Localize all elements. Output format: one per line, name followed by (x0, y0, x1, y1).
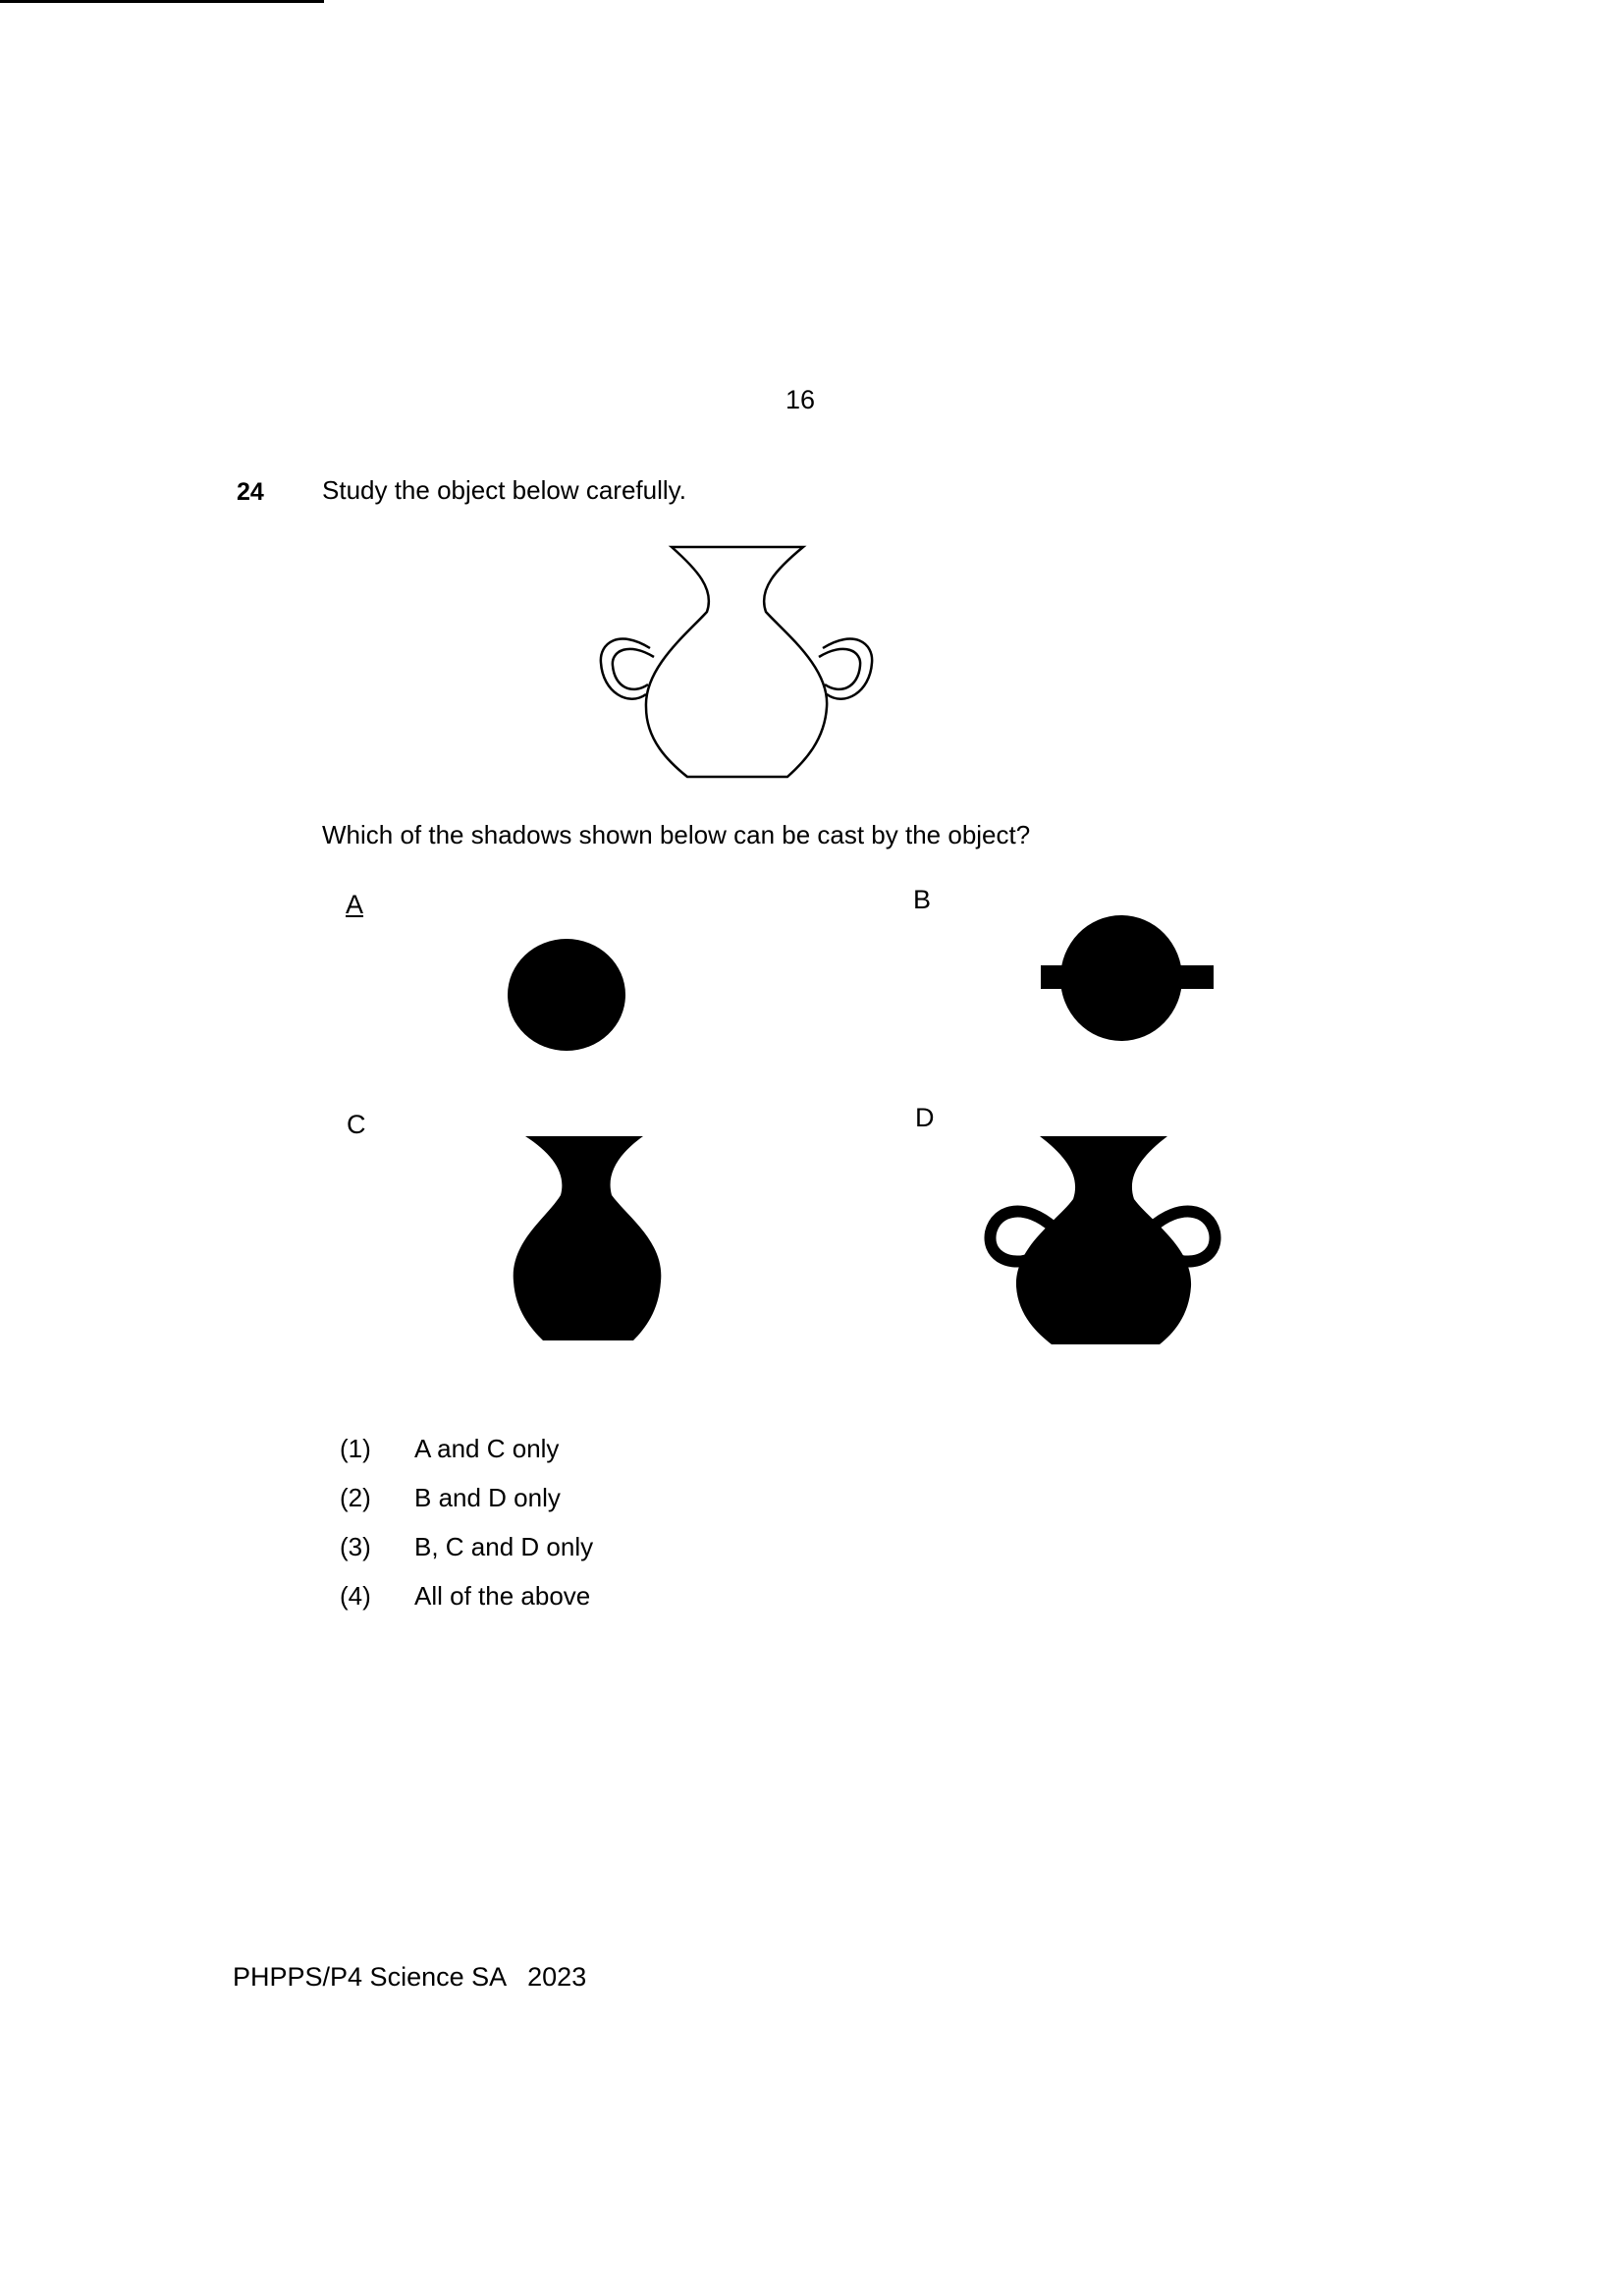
question-number: 24 (237, 478, 264, 506)
page-number: 16 (785, 385, 816, 414)
choice-4 (340, 1571, 593, 1620)
answer-choices (340, 1424, 593, 1620)
top-edge-line (0, 0, 324, 3)
choice-number: (1) (340, 1434, 371, 1463)
option-label-a: A (346, 890, 364, 919)
shadow-c-vase (496, 1134, 673, 1345)
shadow-b-circle-with-handles (1039, 913, 1216, 1051)
choice-text: B, C and D only (414, 1532, 594, 1561)
option-label-d: D (915, 1103, 935, 1132)
shadow-d-vase-with-handles (977, 1134, 1242, 1350)
choice-text: A and C only (414, 1434, 560, 1463)
question-prompt: Which of the shadows shown below can be cast by the object? (322, 820, 1031, 849)
question-intro: Study the object below carefully. (322, 475, 686, 505)
choice-number: (3) (340, 1532, 371, 1561)
footer-paper-code: PHPPS/P4 Science SA 2023 (233, 1962, 587, 1992)
choice-number: (2) (340, 1483, 371, 1512)
choice-text: B and D only (414, 1483, 561, 1512)
choice-2 (340, 1473, 593, 1522)
choice-1 (340, 1424, 593, 1473)
shadow-a-circle (506, 936, 633, 1054)
option-label-b: B (913, 885, 932, 914)
choice-3 (340, 1522, 593, 1571)
choice-number: (4) (340, 1581, 371, 1611)
option-label-c: C (347, 1110, 366, 1139)
vase-outline-figure (589, 535, 884, 781)
choice-text: All of the above (414, 1581, 591, 1611)
